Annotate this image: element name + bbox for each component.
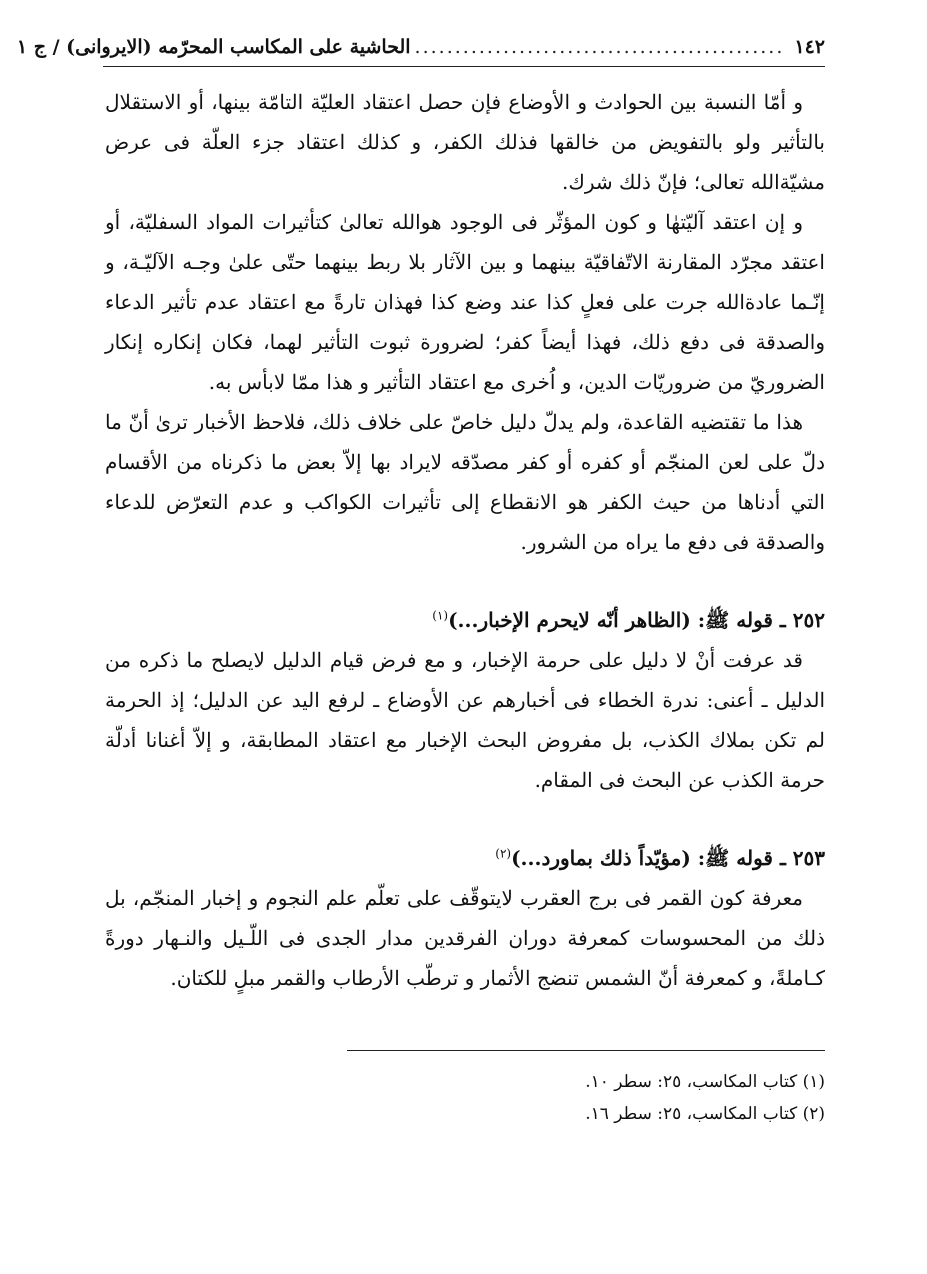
footnote-ref-1: (١) [432, 608, 449, 623]
paragraph-2: و إن اعتقد آليّتهٰا و كون المؤثّر فى الوجود هوالله تعالىٰ كتأثيرات المواد السفليّة، أو اعتقد مجرّد المقارنة الاتّفاقيّة بينهما و بين الآثار بلا ربط بينهما حتّى علىٰ وجـه الآليّـة، و إنّـما عادةالله جرت على فعلٍ كذا عند وضع كذا فهذان تارةً مع اعتقاد عدم تأثير الدعاء والصدقة فى دفع ذلك، فهذا أيضاً كفر؛ لضرورة ثبوت التأثير لهما، فكان إنكاره إنكار الضروريّ من ضروريّات الدين، و اُخرى مع اعتقاد التأثير و هذا ممّا لابأس به. [105, 210, 825, 394]
footnote-ref-2: (٢) [495, 846, 512, 861]
main-text [105, 82, 825, 998]
section-heading-253 [105, 838, 825, 878]
dot-leader: .............................................. [414, 36, 785, 58]
footnote-2: (٢) كتاب المكاسب، ٢٥: سطر ١٦. [585, 1104, 825, 1124]
page-number: ١٤٢ [794, 36, 825, 58]
section-heading-252-text: ٢٥٢ ـ قوله ﷺ: (الظاهر أنّه لايحرم الإخبار...) [448, 608, 825, 632]
paragraph-1: و أمّا النسبة بين الحوادث و الأوضاع فإن حصل اعتقاد العليّة التامّة بينها، أو الاستقلال بالتأثير ولو بالتفويض من خالقها فذلك الكفر، و كذلك اعتقاد جزء العلّة فى عرض مشيّةالله تعالى؛ فإنّ ذلك شرك. [105, 90, 825, 194]
footnote-1: (١) كتاب المكاسب، ٢٥: سطر ١٠. [585, 1072, 825, 1092]
section-252-text: قد عرفت أنْ لا دليل على حرمة الإخبار، و مع فرض قيام الدليل لايصلح ما ذكره من الدليل ـ أعنى: ندرة الخطاء فى أخبارهم عن الأوضاع ـ لرفع اليد عن الدليل؛ إذ الحرمة لم تكن بملاك الكذب، بل مفروض البحث الإخبار مع اعتقاد المطابقة، و إلاّ أغنانا أدلّة حرمة الكذب عن البحث فى المقام. [105, 648, 825, 792]
section-heading-252 [105, 600, 825, 640]
section-heading-253-text: ٢٥٣ ـ قوله ﷺ: (مؤيّداً ذلك بماورد...) [511, 846, 825, 870]
footnote-rule [347, 1050, 825, 1051]
paragraph-3: هذا ما تقتضيه القاعدة، ولم يدلّ دليل خاصّ على خلاف ذلك، فلاحظ الأخبار ترىٰ أنّ ما دلّ على لعن المنجّم أو كفره أو كفر مصدّقه لايراد بها إلاّ بعض ما ذكرناه من الأقسام التي أدناها من حيث الكفر هو الانقطاع إلى تأثيرات الكواكب و عدم التعرّض للدعاء والصدقة فى دفع ما يراه من الشرور. [105, 410, 825, 554]
section-gap [105, 562, 825, 600]
section-gap [105, 800, 825, 838]
section-253-text: معرفة كون القمر فى برج العقرب لايتوقّف على تعلّم علم النجوم و إخبار المنجّم، بل ذلك من المحسوسات كمعرفة دوران الفرقدين مدار الجدى فى اللّـيل والنـهار دورةً كـاملةً، و كمعرفة أنّ الشمس تنضج الأثمار و ترطّب الأرطاب والقمر مبلٍ للكتان. [105, 886, 825, 990]
footnotes [300, 1066, 825, 1130]
running-title: الحاشية على المكاسب المحرّمه (الايروانى) / ج ١ [16, 36, 411, 58]
header-rule [103, 66, 825, 67]
running-header [16, 30, 825, 64]
